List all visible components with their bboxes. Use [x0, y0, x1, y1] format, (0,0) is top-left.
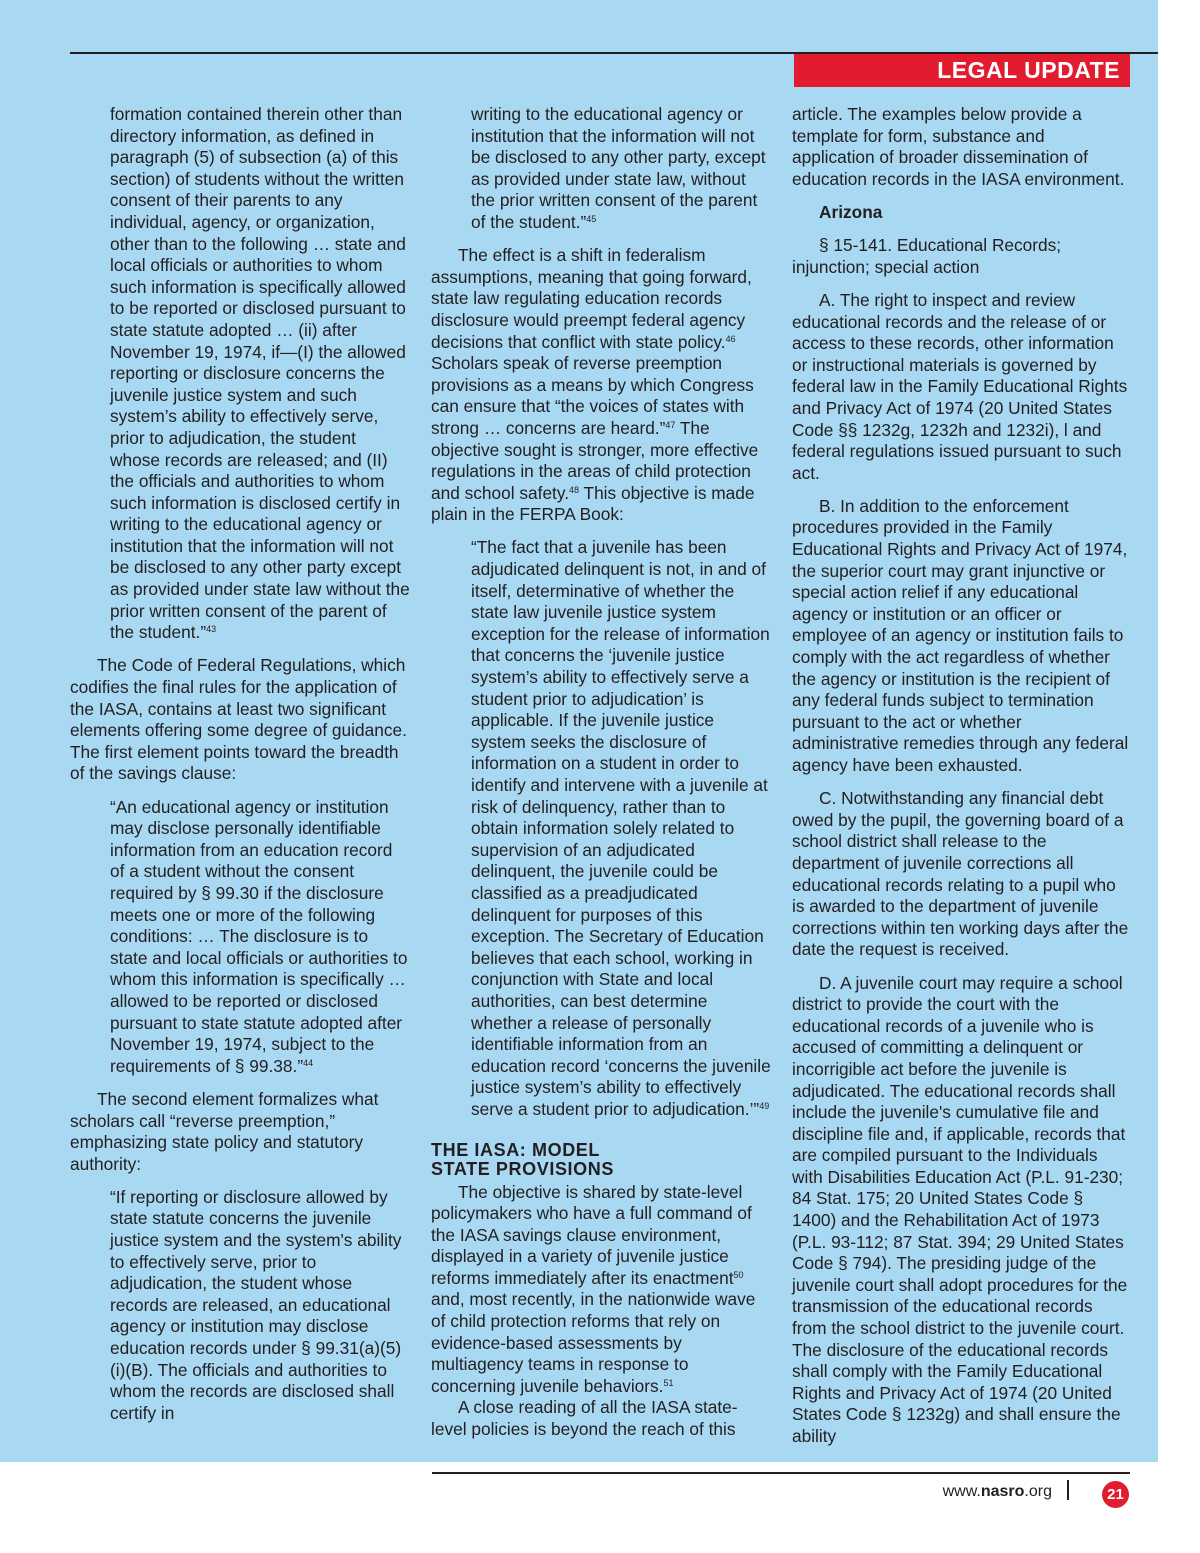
- footer-rule: [432, 1472, 1130, 1474]
- footnote-ref: 49: [759, 1100, 770, 1111]
- section-heading: THE IASA: MODEL STATE PROVISIONS: [431, 1139, 614, 1179]
- section-banner: [794, 54, 1130, 87]
- block-quote: “If reporting or disclosure allowed by state statute concerns the juvenile justice system and the system's ability to effectively serve, prior to adjudication, the student whose records are released, an educational agency or institution may disclose education records under § 99.31(a)(5)(i)(B). The officials and authorities to whom the records are disclosed shall certify in: [110, 1186, 402, 1423]
- page-number-badge: [1102, 1481, 1129, 1508]
- column-middle: [431, 104, 771, 1452]
- page-number: 21: [1107, 1486, 1124, 1503]
- statute-title: § 15-141. Educational Records; injunction; special action: [792, 235, 1062, 277]
- body-paragraph: article. The examples below provide a template for form, substance and application of broader dissemination of education records in the IASA environment.: [792, 104, 1125, 189]
- statute-paragraph-a: A. The right to inspect and review educational records and the release of or access to these records, other information or instructional materials is governed by federal law in the Family Educational Rights and Privacy Act of 1974 (20 United States Code §§ 1232g, 1232h and 1232i), l and federal regulations issued pursuant to such act.: [792, 289, 1128, 483]
- footnote-ref: 51: [663, 1377, 674, 1388]
- statute-paragraph-c: C. Notwithstanding any financial debt owed by the pupil, the governing board of a school district shall release to the department of juvenile corrections all educational records relating to a pupil who is awarded to the department of juvenile corrections within ten working days after the date the request is received.: [792, 788, 1129, 960]
- body-paragraph: The objective is shared by state-level policymakers who have a full command of the IASA savings clause environment, displayed in a variety of juvenile justice reforms immediately after its enactment$^{50}$ and, most recently, in the nationwide wave of child protection reforms that rely on evidence-based assessments by multiagency teams in response to concerning juvenile behaviors.$^{51}$: [431, 1181, 756, 1396]
- body-paragraph: A close reading of all the IASA state-level policies is beyond the reach of this: [431, 1397, 738, 1440]
- footnote-ref: 48: [569, 484, 580, 495]
- footnote-ref: 50: [733, 1269, 744, 1280]
- footer-website-link[interactable]: www.nasro.org: [942, 1483, 1052, 1500]
- footnote-ref: 43: [206, 624, 217, 635]
- body-paragraph: The effect is a shift in federalism assumptions, meaning that going forward, state law regulating education records disclosure would preempt federal agency decisions that conflict with state policy.$^{46}$ Scholars speak of reverse preemption provisions as a means by which Congress can ensure that “the voices of states with strong … concerns are heard.”$^{47}$ The objective sought is stronger, more effective regulations in the areas of child protection and school safety.$^{48}$ This objective is made plain in the FERPA Book:: [431, 245, 759, 525]
- statute-paragraph-b: B. In addition to the enforcement procedures provided in the Family Educational Rights and Privacy Act of 1974, the superior court may grant injunctive or special action relief if any educational agency or institution or an officer or employee of an agency or institution fails to comply with the act regardless of whether the agency or institution is the recipient of any federal funds subject to termination pursuant to the act or whether administrative remedies through any federal agency have been exhausted.: [792, 495, 1129, 775]
- footnote-ref: 47: [665, 419, 676, 430]
- statute-paragraph-d: D. A juvenile court may require a school district to provide the court with the educational records of a juvenile who is accused of committing a delinquent or incorrigible act before the juvenile is adjudicated. The educational records shall include the juvenile's cumulative file and discipline file and, if applicable, records that are compiled pursuant to the Individuals with Disabilities Education Act (P.L. 91-230; 84 Stat. 175; 20 United States Code § 1400) and the Rehabilitation Act of 1973 (P.L. 93-112; 87 Stat. 394; 29 United States Code § 794). The presiding judge of the juvenile court shall adopt procedures for the transmission of the educational records from the school district to the juvenile court. The disclosure of the educational records shall comply with the Family Educational Rights and Privacy Act of 1974 (20 United States Code § 1232g) and shall ensure the ability: [792, 972, 1128, 1446]
- section-banner-label: LEGAL UPDATE: [937, 57, 1120, 83]
- block-quote: “The fact that a juvenile has been adjudicated delinquent is not, in and of itself, determinative of whether the state law juvenile justice system exception for the release of information that concerns the ‘juvenile justice system’s ability to effectively serve a student prior to adjudication’ is applicable. If the juvenile justice system seeks the disclosure of information on a student in order to identify and intervene with a juvenile at risk of delinquency, rather than to obtain information solely related to supervision of an adjudicated delinquent, the juvenile could be classified as a preadjudicated delinquent for purposes of this exception. The Secretary of Education believes that each school, working in conjunction with State and local authorities, can best determine whether a release of personally identifiable information from an education record ‘concerns the juvenile justice system’s ability to effectively serve a student prior to adjudication.’”$^{49}$: [471, 537, 771, 1119]
- column-right: [792, 104, 1132, 1459]
- quote-continued: writing to the educational agency or institution that the information will not be disclosed to any other party, except as provided under state law, without the prior written consent of the parent of the student.”$^{45}$: [471, 104, 766, 232]
- subheading-arizona: Arizona: [819, 201, 883, 222]
- quote-continued: formation contained therein other than directory information, as defined in paragraph (5) of subsection (a) of this section) of students without the written consent of their parents to any individual, agency, or organization, other than to the following … state and local officials or authorities to whom such information is specifically allowed to be reported or disclosed pursuant to state statute adopted … (ii) after November 19, 1974, if—(I) the allowed reporting or disclosure concerns the juvenile justice system and such system’s ability to effectively serve, prior to adjudication, the student whose records are released; and (II) the officials and authorities to whom such information is disclosed certify in writing to the educational agency or institution that the information will not be disclosed to any other party except as provided under state law without the prior written consent of the parent of the student.”$^{43}$: [110, 104, 410, 643]
- body-paragraph: The Code of Federal Regulations, which codifies the final rules for the application of the IASA, contains at least two significant elements offering some degree of guidance. The first element points toward the breadth of the savings clause:: [70, 655, 407, 784]
- footnote-ref: 44: [303, 1057, 314, 1068]
- body-paragraph: The second element formalizes what scholars call “reverse preemption,” emphasizing state policy and statutory authority:: [70, 1088, 379, 1174]
- footnote-ref: 46: [725, 333, 736, 344]
- block-quote: “An educational agency or institution may disclose personally identifiable information from an education record of a student without the consent required by § 99.30 if the disclosure meets one or more of the following conditions: … The disclosure is to state and local officials or authorities to whom this information is specifically … allowed to be reported or disclosed pursuant to state statute adopted after November 19, 1974, subject to the requirements of § 99.38.”$^{44}$: [110, 796, 408, 1076]
- footnote-ref: 45: [586, 213, 597, 224]
- footer-separator: [1067, 1480, 1069, 1500]
- column-left: [70, 104, 410, 1436]
